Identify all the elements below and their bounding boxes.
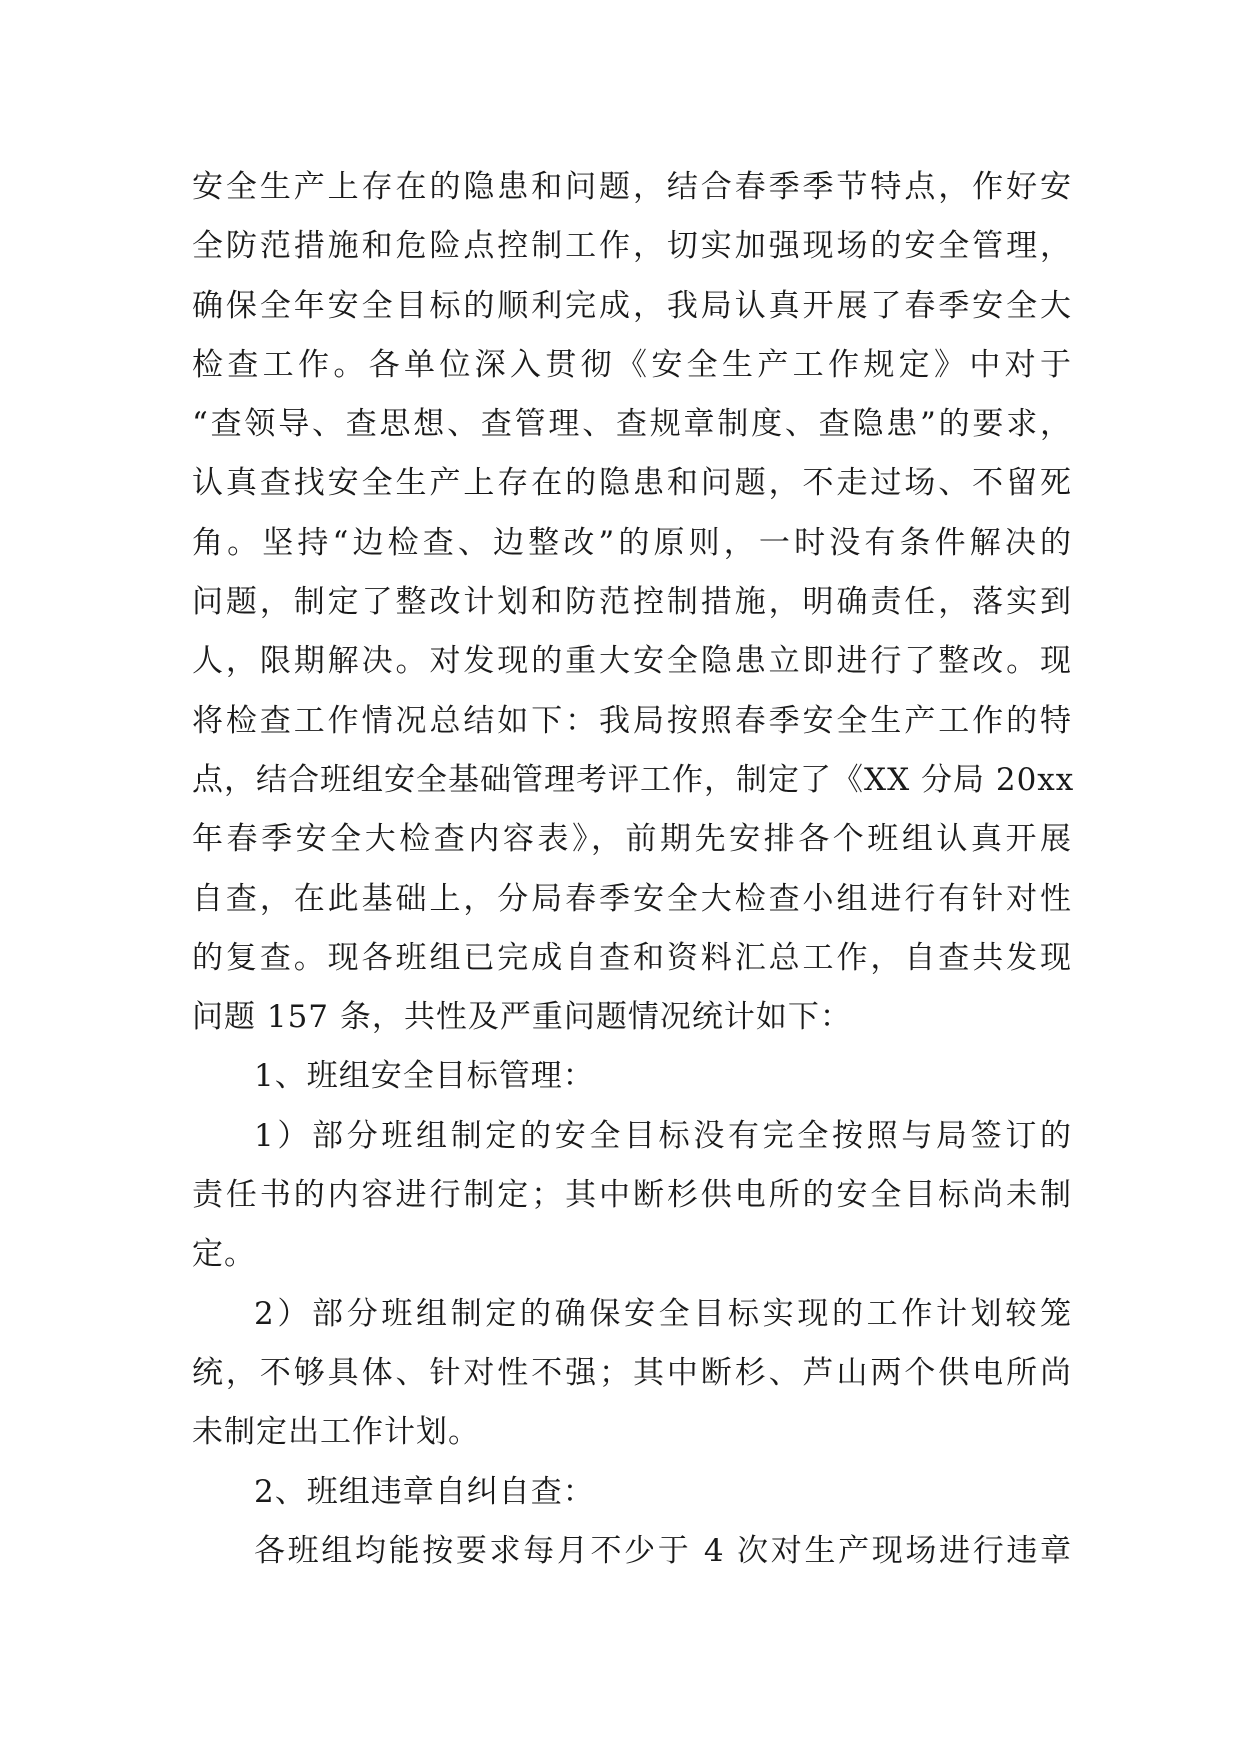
text-line: 安全生产上存在的隐患和问题，结合春季季节特点，作好安 — [192, 169, 1072, 205]
text-line: 各班组均能按要求每月不少于 4 次对生产现场进行违章 — [254, 1532, 1072, 1569]
text-line: 自查，在此基础上，分局春季安全大检查小组进行有针对性 — [192, 880, 1072, 917]
document-body — [192, 158, 1075, 1581]
text-line: 未制定出工作计划。 — [192, 1414, 480, 1451]
text-line: 2、班组违章自纠自查： — [254, 1473, 595, 1510]
text-line: 2）部分班组制定的确保安全目标实现的工作计划较笼 — [254, 1295, 1072, 1332]
text-line: 责任书的内容进行制定；其中断杉供电所的安全目标尚未制 — [192, 1177, 1072, 1214]
text-line: 1、班组安全目标管理： — [254, 1058, 595, 1095]
text-line: 的复查。现各班组已完成自查和资料汇总工作，自查共发现 — [192, 939, 1072, 976]
text-line: 检查工作。各单位深入贯彻《安全生产工作规定》中对于 — [192, 346, 1072, 383]
text-line: 认真查找安全生产上存在的隐患和问题，不走过场、不留死 — [192, 465, 1072, 502]
text-line: 点，结合班组安全基础管理考评工作，制定了《XX 分局 20xx — [192, 761, 1075, 798]
text-line: 全防范措施和危险点控制工作，切实加强现场的安全管理， — [192, 228, 1072, 265]
text-line: 确保全年安全目标的顺利完成，我局认真开展了春季安全大 — [192, 287, 1072, 324]
text-line: 人，限期解决。对发现的重大安全隐患立即进行了整改。现 — [192, 643, 1072, 680]
text-line: 年春季安全大检查内容表》，前期先安排各个班组认真开展 — [192, 821, 1072, 858]
text-line: 将检查工作情况总结如下：我局按照春季安全生产工作的特 — [192, 702, 1072, 739]
text-line: 问题，制定了整改计划和防范控制措施，明确责任，落实到 — [192, 584, 1072, 621]
text-line: 定。 — [192, 1236, 256, 1273]
text-line: 1）部分班组制定的安全目标没有完全按照与局签订的 — [254, 1117, 1072, 1154]
text-line: 角。坚持“边检查、边整改”的原则，一时没有条件解决的 — [192, 524, 1072, 561]
text-line: 问题 157 条，共性及严重问题情况统计如下： — [192, 999, 852, 1036]
text-line: 统，不够具体、针对性不强；其中断杉、芦山两个供电所尚 — [192, 1354, 1072, 1391]
text-line: “查领导、查思想、查管理、查规章制度、查隐患”的要求， — [192, 406, 1072, 443]
